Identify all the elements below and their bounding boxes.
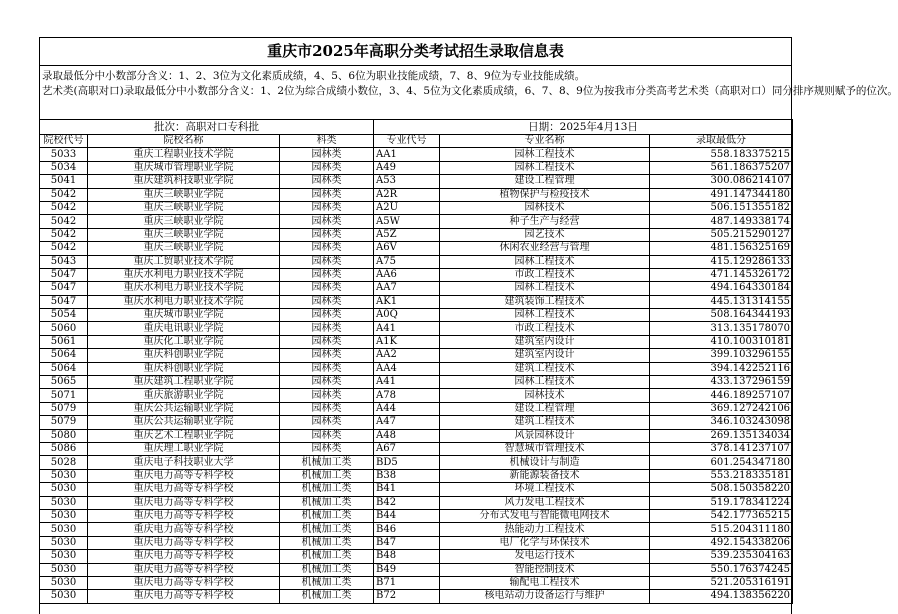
category-cell: 机械加工类: [280, 483, 374, 496]
school-name-cell: 重庆三峡职业学院: [88, 228, 280, 241]
major-code-cell: A41: [374, 376, 440, 389]
major-code-cell: A1K: [374, 335, 440, 348]
min-score-cell: 378.141237107: [650, 442, 793, 455]
category-cell: 园林类: [280, 175, 374, 188]
school-name-cell: 重庆工程职业技术学院: [88, 148, 280, 161]
school-name-cell: 重庆旅游职业学院: [88, 389, 280, 402]
col-header: 科类: [280, 135, 374, 148]
category-cell: 园林类: [280, 161, 374, 174]
major-code-cell: A2U: [374, 201, 440, 214]
school-name-cell: 重庆电力高等专科学校: [88, 563, 280, 576]
major-code-cell: A67: [374, 442, 440, 455]
category-cell: 园林类: [280, 148, 374, 161]
table-row: [40, 201, 793, 214]
major-name-cell: 智能控制技术: [440, 563, 650, 576]
table-row: [40, 456, 793, 469]
category-cell: 园林类: [280, 255, 374, 268]
major-code-cell: A44: [374, 402, 440, 415]
table-row: [40, 550, 793, 563]
major-code-cell: A47: [374, 416, 440, 429]
school-name-cell: 重庆电力高等专科学校: [88, 469, 280, 482]
info-sheet: [39, 37, 898, 614]
school-code-cell: 5047: [40, 282, 88, 295]
category-cell: 园林类: [280, 376, 374, 389]
school-name-cell: 重庆水利电力职业技术学院: [88, 268, 280, 281]
school-name-cell: 重庆水利电力职业技术学院: [88, 282, 280, 295]
min-score-cell: 346.103243098: [650, 416, 793, 429]
table-row: [40, 509, 793, 522]
major-name-cell: 市政工程技术: [440, 268, 650, 281]
category-cell: 机械加工类: [280, 509, 374, 522]
major-code-cell: B44: [374, 509, 440, 522]
school-name-cell: 重庆电力高等专科学校: [88, 590, 280, 603]
admission-table: [39, 119, 793, 604]
category-cell: 机械加工类: [280, 523, 374, 536]
school-code-cell: 5030: [40, 483, 88, 496]
sheet-title: 重庆市2025年高职分类考试招生录取信息表: [40, 38, 791, 66]
min-score-cell: 550.176374245: [650, 563, 793, 576]
min-score-cell: 300.086214107: [650, 175, 793, 188]
major-code-cell: A2R: [374, 188, 440, 201]
school-code-cell: 5033: [40, 148, 88, 161]
major-name-cell: 环境工程技术: [440, 483, 650, 496]
category-cell: 园林类: [280, 215, 374, 228]
col-header: 院校代号: [40, 135, 88, 148]
table-row: [40, 242, 793, 255]
school-code-cell: 5030: [40, 509, 88, 522]
min-score-cell: 445.131314155: [650, 295, 793, 308]
category-cell: 园林类: [280, 389, 374, 402]
major-code-cell: B42: [374, 496, 440, 509]
min-score-cell: 506.151355182: [650, 201, 793, 214]
school-code-cell: 5042: [40, 215, 88, 228]
major-code-cell: AA4: [374, 362, 440, 375]
school-name-cell: 重庆电力高等专科学校: [88, 523, 280, 536]
major-code-cell: A5W: [374, 215, 440, 228]
major-code-cell: B48: [374, 550, 440, 563]
major-name-cell: 园林工程技术: [440, 309, 650, 322]
major-code-cell: B41: [374, 483, 440, 496]
batch-label: 批次：高职对口专科批: [40, 120, 374, 135]
major-code-cell: A6V: [374, 242, 440, 255]
table-row: [40, 576, 793, 589]
category-cell: 机械加工类: [280, 550, 374, 563]
min-score-cell: 542.177365215: [650, 509, 793, 522]
school-name-cell: 重庆工贸职业技术学院: [88, 255, 280, 268]
major-code-cell: A5Z: [374, 228, 440, 241]
min-score-cell: 269.135134034: [650, 429, 793, 442]
school-name-cell: 重庆科创职业学院: [88, 349, 280, 362]
batch-row: [40, 120, 793, 135]
school-code-cell: 5030: [40, 496, 88, 509]
school-code-cell: 5030: [40, 469, 88, 482]
major-name-cell: 建设工程管理: [440, 402, 650, 415]
col-header: 专业代号: [374, 135, 440, 148]
major-code-cell: AA2: [374, 349, 440, 362]
min-score-cell: 487.149338174: [650, 215, 793, 228]
min-score-cell: 521.205316191: [650, 576, 793, 589]
school-code-cell: 5054: [40, 309, 88, 322]
major-name-cell: 建筑工程技术: [440, 416, 650, 429]
category-cell: 园林类: [280, 402, 374, 415]
category-cell: 园林类: [280, 309, 374, 322]
major-name-cell: 建筑室内设计: [440, 335, 650, 348]
category-cell: 园林类: [280, 201, 374, 214]
major-code-cell: A48: [374, 429, 440, 442]
major-name-cell: 新能源装备技术: [440, 469, 650, 482]
school-name-cell: 重庆艺术工程职业学院: [88, 429, 280, 442]
major-name-cell: 园林技术: [440, 389, 650, 402]
table-row: [40, 536, 793, 549]
table-row: [40, 590, 793, 603]
major-code-cell: AA6: [374, 268, 440, 281]
school-name-cell: 重庆科创职业学院: [88, 362, 280, 375]
min-score-cell: 494.164330184: [650, 282, 793, 295]
major-code-cell: AK1: [374, 295, 440, 308]
table-row: [40, 389, 793, 402]
school-code-cell: 5042: [40, 242, 88, 255]
date-label: 日期：2025年4月13日: [374, 120, 793, 135]
major-code-cell: AA7: [374, 282, 440, 295]
major-name-cell: 建筑工程技术: [440, 362, 650, 375]
min-score-cell: 481.156325169: [650, 242, 793, 255]
major-name-cell: 园林工程技术: [440, 282, 650, 295]
table-row: [40, 295, 793, 308]
major-code-cell: A75: [374, 255, 440, 268]
category-cell: 园林类: [280, 349, 374, 362]
table-row: [40, 255, 793, 268]
min-score-cell: 492.154338206: [650, 536, 793, 549]
category-cell: 园林类: [280, 228, 374, 241]
category-cell: 机械加工类: [280, 536, 374, 549]
table-row: [40, 496, 793, 509]
school-name-cell: 重庆理工职业学院: [88, 442, 280, 455]
school-code-cell: 5028: [40, 456, 88, 469]
min-score-cell: 508.150358220: [650, 483, 793, 496]
category-cell: 园林类: [280, 416, 374, 429]
school-code-cell: 5043: [40, 255, 88, 268]
category-cell: 园林类: [280, 322, 374, 335]
category-cell: 园林类: [280, 188, 374, 201]
school-name-cell: 重庆电力高等专科学校: [88, 550, 280, 563]
major-name-cell: 智慧城市管理技术: [440, 442, 650, 455]
school-code-cell: 5064: [40, 362, 88, 375]
category-cell: 机械加工类: [280, 576, 374, 589]
major-code-cell: A53: [374, 175, 440, 188]
min-score-cell: 433.137296159: [650, 376, 793, 389]
category-cell: 园林类: [280, 335, 374, 348]
table-row: [40, 148, 793, 161]
school-code-cell: 5047: [40, 268, 88, 281]
min-score-cell: 410.100310181: [650, 335, 793, 348]
table-row: [40, 335, 793, 348]
school-name-cell: 重庆三峡职业学院: [88, 242, 280, 255]
school-code-cell: 5041: [40, 175, 88, 188]
major-name-cell: 电厂化学与环保技术: [440, 536, 650, 549]
school-code-cell: 5086: [40, 442, 88, 455]
note-line: 录取最低分中小数部分含义：1、2、3位为文化素质成绩，4、5、6位为职业技能成绩，7、8、9位为专业技能成绩。: [42, 70, 586, 82]
table-row: [40, 402, 793, 415]
school-name-cell: 重庆三峡职业学院: [88, 201, 280, 214]
min-score-cell: 539.235304163: [650, 550, 793, 563]
table-row: [40, 469, 793, 482]
min-score-cell: 601.254347180: [650, 456, 793, 469]
major-name-cell: 休闲农业经营与管理: [440, 242, 650, 255]
school-code-cell: 5030: [40, 523, 88, 536]
major-code-cell: A78: [374, 389, 440, 402]
min-score-cell: 561.186375207: [650, 161, 793, 174]
category-cell: 园林类: [280, 282, 374, 295]
major-code-cell: A0Q: [374, 309, 440, 322]
major-code-cell: A49: [374, 161, 440, 174]
school-code-cell: 5030: [40, 536, 88, 549]
school-code-cell: 5079: [40, 402, 88, 415]
category-cell: 园林类: [280, 429, 374, 442]
table-row: [40, 416, 793, 429]
major-code-cell: A41: [374, 322, 440, 335]
school-code-cell: 5042: [40, 228, 88, 241]
school-name-cell: 重庆三峡职业学院: [88, 188, 280, 201]
major-name-cell: 园林工程技术: [440, 161, 650, 174]
school-code-cell: 5030: [40, 563, 88, 576]
min-score-cell: 399.103296155: [650, 349, 793, 362]
min-score-cell: 494.138356220: [650, 590, 793, 603]
table-row: [40, 161, 793, 174]
major-name-cell: 市政工程技术: [440, 322, 650, 335]
major-name-cell: 建设工程管理: [440, 175, 650, 188]
category-cell: 机械加工类: [280, 590, 374, 603]
major-name-cell: 机械设计与制造: [440, 456, 650, 469]
table-row: [40, 523, 793, 536]
min-score-cell: 369.127242106: [650, 402, 793, 415]
school-name-cell: 重庆化工职业学院: [88, 335, 280, 348]
table-row: [40, 228, 793, 241]
major-name-cell: 分布式发电与智能微电网技术: [440, 509, 650, 522]
min-score-cell: 558.183375215: [650, 148, 793, 161]
min-score-cell: 471.145326172: [650, 268, 793, 281]
major-name-cell: 植物保护与检疫技术: [440, 188, 650, 201]
school-code-cell: 5064: [40, 349, 88, 362]
col-header: 院校名称: [88, 135, 280, 148]
table-row: [40, 429, 793, 442]
school-name-cell: 重庆城市职业学院: [88, 309, 280, 322]
min-score-cell: 491.147344180: [650, 188, 793, 201]
category-cell: 机械加工类: [280, 469, 374, 482]
table-row: [40, 282, 793, 295]
min-score-cell: 415.129286133: [650, 255, 793, 268]
table-row: [40, 175, 793, 188]
major-code-cell: B49: [374, 563, 440, 576]
school-name-cell: 重庆电力高等专科学校: [88, 576, 280, 589]
major-name-cell: 建筑装饰工程技术: [440, 295, 650, 308]
school-code-cell: 5030: [40, 550, 88, 563]
major-name-cell: 输配电工程技术: [440, 576, 650, 589]
school-name-cell: 重庆电子科技职业大学: [88, 456, 280, 469]
major-name-cell: 园林工程技术: [440, 376, 650, 389]
school-name-cell: 重庆电力高等专科学校: [88, 509, 280, 522]
major-name-cell: 园林工程技术: [440, 255, 650, 268]
school-code-cell: 5042: [40, 201, 88, 214]
major-name-cell: 风景园林设计: [440, 429, 650, 442]
note-line: 艺术类(高职对口)录取最低分中小数部分含义：1、2位为综合成绩小数位，3、4、5位为文化素质成绩，6、7、8、9位为按我市分类高考艺术类（高职对口）同分排序规则赋予的位次。: [42, 85, 898, 97]
min-score-cell: 553.218335181: [650, 469, 793, 482]
major-code-cell: AA1: [374, 148, 440, 161]
major-name-cell: 核电站动力设备运行与维护: [440, 590, 650, 603]
major-name-cell: 种子生产与经营: [440, 215, 650, 228]
min-score-cell: 446.189257107: [650, 389, 793, 402]
notes-block: [40, 66, 898, 119]
category-cell: 园林类: [280, 442, 374, 455]
school-name-cell: 重庆电讯职业学院: [88, 322, 280, 335]
major-name-cell: 园林工程技术: [440, 148, 650, 161]
major-name-cell: 建筑室内设计: [440, 349, 650, 362]
min-score-cell: 313.135178070: [650, 322, 793, 335]
school-code-cell: 5030: [40, 576, 88, 589]
major-name-cell: 园艺技术: [440, 228, 650, 241]
table-row: [40, 376, 793, 389]
table-row: [40, 442, 793, 455]
school-code-cell: 5080: [40, 429, 88, 442]
major-code-cell: B71: [374, 576, 440, 589]
table-row: [40, 483, 793, 496]
school-name-cell: 重庆电力高等专科学校: [88, 536, 280, 549]
header-row: [40, 135, 793, 148]
table-row: [40, 362, 793, 375]
major-code-cell: B72: [374, 590, 440, 603]
major-name-cell: 园林技术: [440, 201, 650, 214]
school-code-cell: 5034: [40, 161, 88, 174]
category-cell: 园林类: [280, 362, 374, 375]
school-name-cell: 重庆建筑工程职业学院: [88, 376, 280, 389]
min-score-cell: 508.164344193: [650, 309, 793, 322]
table-row: [40, 268, 793, 281]
major-code-cell: BD5: [374, 456, 440, 469]
school-code-cell: 5030: [40, 590, 88, 603]
category-cell: 机械加工类: [280, 496, 374, 509]
school-code-cell: 5065: [40, 376, 88, 389]
school-name-cell: 重庆电力高等专科学校: [88, 496, 280, 509]
major-name-cell: 热能动力工程技术: [440, 523, 650, 536]
major-name-cell: 发电运行技术: [440, 550, 650, 563]
table-row: [40, 188, 793, 201]
school-code-cell: 5060: [40, 322, 88, 335]
school-name-cell: 重庆城市管理职业学院: [88, 161, 280, 174]
category-cell: 园林类: [280, 268, 374, 281]
school-name-cell: 重庆公共运输职业学院: [88, 402, 280, 415]
school-code-cell: 5071: [40, 389, 88, 402]
school-name-cell: 重庆公共运输职业学院: [88, 416, 280, 429]
category-cell: 机械加工类: [280, 456, 374, 469]
school-code-cell: 5079: [40, 416, 88, 429]
table-row: [40, 563, 793, 576]
table-row: [40, 309, 793, 322]
school-code-cell: 5061: [40, 335, 88, 348]
school-code-cell: 5047: [40, 295, 88, 308]
category-cell: 园林类: [280, 242, 374, 255]
table-row: [40, 322, 793, 335]
major-code-cell: B46: [374, 523, 440, 536]
major-name-cell: 风力发电工程技术: [440, 496, 650, 509]
category-cell: 机械加工类: [280, 563, 374, 576]
min-score-cell: 394.142252116: [650, 362, 793, 375]
major-code-cell: B47: [374, 536, 440, 549]
school-code-cell: 5042: [40, 188, 88, 201]
table-row: [40, 215, 793, 228]
school-name-cell: 重庆水利电力职业技术学院: [88, 295, 280, 308]
school-name-cell: 重庆三峡职业学院: [88, 215, 280, 228]
min-score-cell: 519.178341224: [650, 496, 793, 509]
min-score-cell: 515.204311180: [650, 523, 793, 536]
school-name-cell: 重庆建筑科技职业学院: [88, 175, 280, 188]
min-score-cell: 505.215290127: [650, 228, 793, 241]
category-cell: 园林类: [280, 295, 374, 308]
col-header: 专业名称: [440, 135, 650, 148]
school-name-cell: 重庆电力高等专科学校: [88, 483, 280, 496]
major-code-cell: B38: [374, 469, 440, 482]
table-row: [40, 349, 793, 362]
col-header: 录取最低分: [650, 135, 793, 148]
